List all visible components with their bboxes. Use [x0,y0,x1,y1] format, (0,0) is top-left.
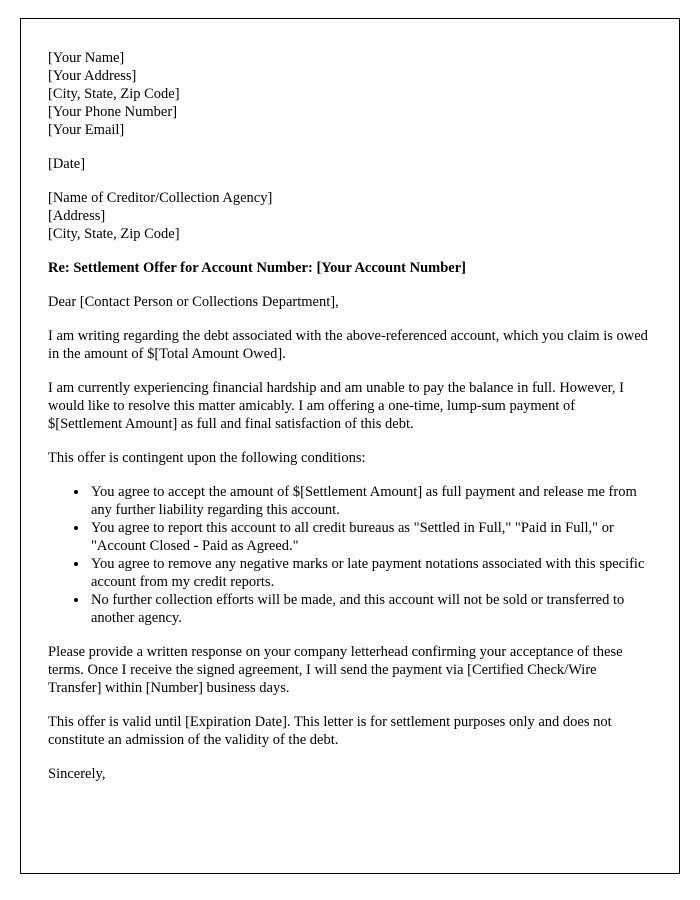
signoff: Sincerely, [48,766,106,782]
sender-email: [Your Email] [48,122,125,138]
paragraph-written-response: Please provide a written response on your company letterhead confirming your acceptance of these terms. Once I receive the signed agreement, I will send the payment via [Certified Check/Wire Transfer] within [Number] business days. [48,644,623,696]
paragraph-offer-validity: This offer is valid until [Expiration Date]. This letter is for settlement purposes only and does not constitute an admission of the validity of the debt. [48,714,612,748]
paragraph-hardship-offer: I am currently experiencing financial hardship and am unable to pay the balance in full. However, I would like to resolve this matter amicably. I am offering a one-time, lump-sum payment of $[Settlement Amount] as full and final satisfaction of this debt. [48,380,624,432]
condition-item-no-further-collection: • No further collection efforts will be made, and this account will not be sold or transferred to another agency. [89,591,652,627]
condition-item-credit-bureaus: • You agree to report this account to all credit bureaus as "Settled in Full," "Paid in Full," or "Account Closed - Paid as Agreed." [89,519,652,555]
recipient-city-state-zip: [City, State, Zip Code] [48,226,180,242]
sender-city-state-zip: [City, State, Zip Code] [48,86,180,102]
sender-phone: [Your Phone Number] [48,104,178,120]
salutation: Dear [Contact Person or Collections Department], [48,294,339,310]
recipient-address: [Address] [48,208,106,224]
sender-address: [Your Address] [48,68,137,84]
recipient-name: [Name of Creditor/Collection Agency] [48,190,273,206]
subject-line: Re: Settlement Offer for Account Number: [Your Account Number] [48,260,467,276]
letter-document [20,18,680,874]
letter-date: [Date] [48,156,86,172]
paragraph-debt-reference: I am writing regarding the debt associated with the above-referenced account, which you claim is owed in the amount of $[Total Amount Owed]. [48,328,648,362]
paragraph-conditions-intro: This offer is contingent upon the following conditions: [48,450,366,466]
conditions-list [48,483,652,627]
condition-item-full-payment: • You agree to accept the amount of $[Settlement Amount] as full payment and release me from any further liability regarding this account. [89,483,652,519]
recipient-address-block [48,189,652,243]
sender-address-block [48,49,652,139]
sender-name: [Your Name] [48,50,125,66]
condition-item-remove-negative-marks: • You agree to remove any negative marks or late payment notations associated with this specific account from my credit reports. [89,555,652,591]
